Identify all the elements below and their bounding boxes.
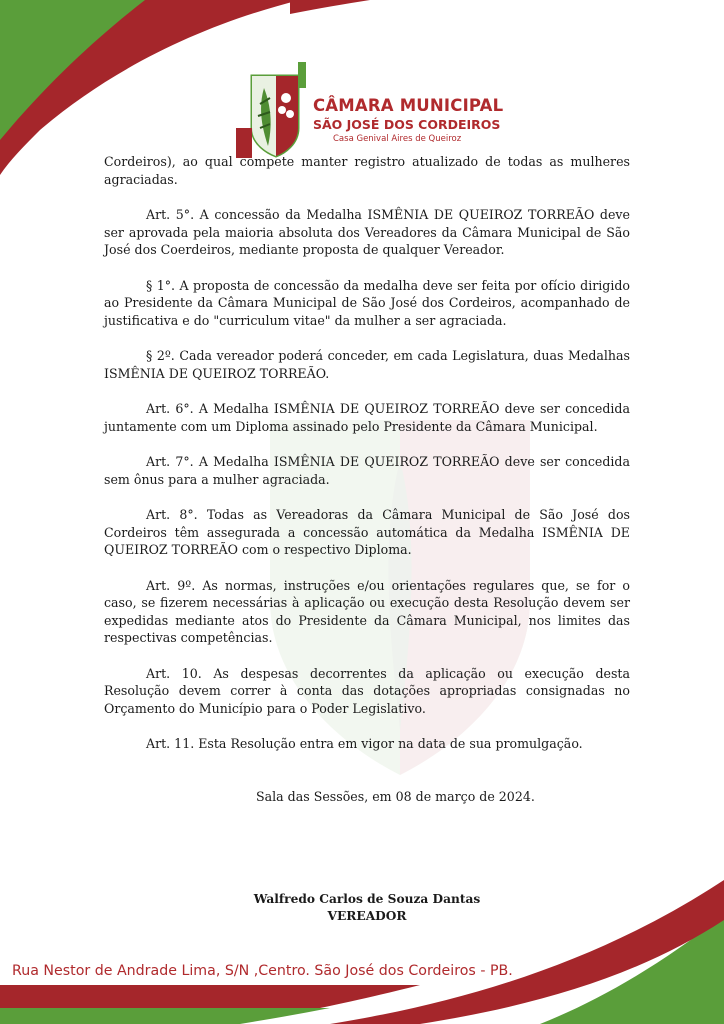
signature-block xyxy=(104,891,630,925)
institution-title: CÂMARA MUNICIPAL xyxy=(313,96,504,115)
bottom-left-green-strip xyxy=(0,1008,330,1024)
house-name: Casa Genival Aires de Queiroz xyxy=(333,134,462,144)
document-body xyxy=(104,153,630,771)
camara-logo-icon xyxy=(236,58,306,158)
footer-address: Rua Nestor de Andrade Lima, S/N ,Centro. São José dos Cordeiros - PB. xyxy=(12,963,513,979)
signatory-role: VEREADOR xyxy=(327,909,407,923)
paragraph: Cordeiros), ao qual compete manter registro atualizado de todas as mulheres agraciadas. xyxy=(104,154,630,187)
paragraph-1: § 1°. A proposta de concessão da medalha deve ser feita por ofício dirigido ao Presidente da Câmara Municipal de São José dos Cordeiros, acompanhado de justificativa e do "curriculum vitae" da mulher a ser agraciada. xyxy=(104,277,630,328)
article-5: Art. 5°. A concessão da Medalha ISMÊNIA DE QUEIROZ TORREÃO deve ser aprovada pela maioria absoluta dos Vereadores da Câmara Municipal de São José dos Coerdeiros, mediante proposta de qualquer Vereador. xyxy=(104,206,630,258)
article-11: Art. 11. Esta Resolução entra em vigor na data de sua promulgação. xyxy=(146,736,583,752)
bottom-left-red-strip xyxy=(0,985,420,1008)
top-right-red-line xyxy=(290,0,370,14)
place-date: Sala das Sessões, em 08 de março de 2024. xyxy=(256,789,535,804)
article-9: Art. 9º. As normas, instruções e/ou orientações regulares que, se for o caso, se fizerem necessárias à aplicação ou execução desta Resolução devem ser expedidas mediante atos do Presidente da Câmara Municipal, nos limites das respectivas competências. xyxy=(104,577,630,646)
paragraph-2: § 2º. Cada vereador poderá conceder, em cada Legislatura, duas Medalhas ISMÊNIA DE QUEIROZ TORREÃO. xyxy=(104,348,630,381)
municipality-name: SÃO JOSÉ DOS CORDEIROS xyxy=(313,117,501,132)
header-brand xyxy=(313,96,503,145)
article-7: Art. 7°. A Medalha ISMÊNIA DE QUEIROZ TORREÃO deve ser concedida sem ônus para a mulher agraciada. xyxy=(104,454,630,487)
signatory-name: Walfredo Carlos de Souza Dantas xyxy=(253,892,481,906)
article-8: Art. 8°. Todas as Vereadoras da Câmara Municipal de São José dos Cordeiros têm assegurada a concessão automática da Medalha ISMÊNIA DE QUEIROZ TORREÃO com o respectivo Diploma. xyxy=(104,507,630,558)
article-6: Art. 6°. A Medalha ISMÊNIA DE QUEIROZ TORREÃO deve ser concedida juntamente com um Diploma assinado pelo Presidente da Câmara Municipal. xyxy=(104,401,630,434)
article-10: Art. 10. As despesas decorrentes da aplicação ou execução desta Resolução devem correr à conta das dotações apropriadas consignadas no Orçamento do Município para o Poder Legislativo. xyxy=(104,665,630,717)
